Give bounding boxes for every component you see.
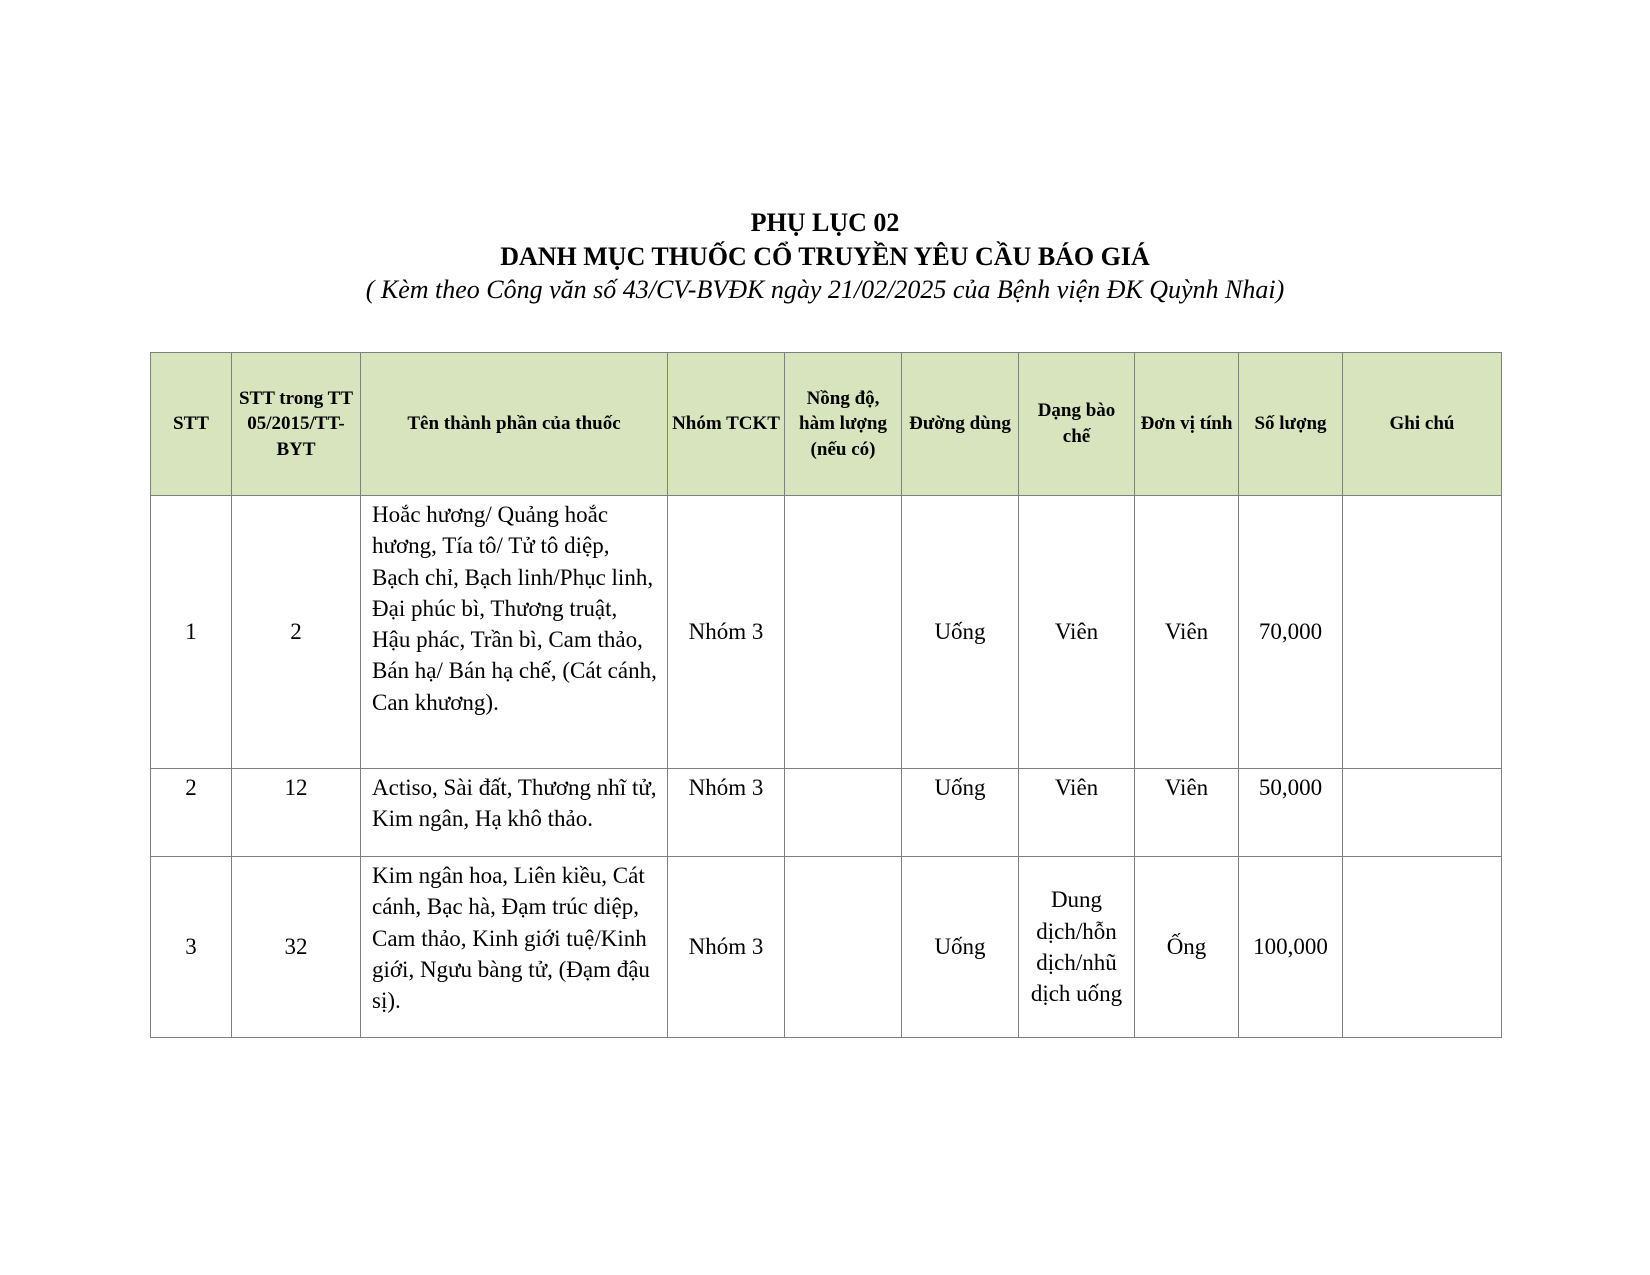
header-form: Dạng bào chế: [1019, 353, 1135, 496]
cell-form: Viên: [1019, 496, 1135, 769]
cell-form: Dung dịch/hỗn dịch/nhũ dịch uống: [1019, 857, 1135, 1038]
header-quantity: Số lượng: [1239, 353, 1343, 496]
cell-stt-tt: 12: [232, 769, 361, 857]
cell-concentration: [785, 496, 902, 769]
header-concentration: Nồng độ, hàm lượng (nếu có): [785, 353, 902, 496]
table-row: [151, 769, 1502, 857]
table-header-row: [151, 353, 1502, 496]
cell-route: Uống: [902, 857, 1019, 1038]
cell-note: [1343, 857, 1502, 1038]
annex-title: PHỤ LỤC 02: [750, 208, 900, 237]
header-group: Nhóm TCKT: [668, 353, 785, 496]
header-stt: STT: [151, 353, 232, 496]
cell-concentration: [785, 857, 902, 1038]
cell-group: Nhóm 3: [668, 857, 785, 1038]
header-route: Đường dùng: [902, 353, 1019, 496]
document-subtitle: ( Kèm theo Công văn số 43/CV-BVĐK ngày 21/02/2025 của Bệnh viện ĐK Quỳnh Nhai): [365, 275, 1285, 304]
drug-list-table: [150, 352, 1502, 1038]
header-stt-tt: STT trong TT 05/2015/TT-BYT: [232, 353, 361, 496]
cell-name: Actiso, Sài đất, Thương nhĩ tử, Kim ngân, Hạ khô thảo.: [361, 769, 668, 857]
cell-note: [1343, 769, 1502, 857]
cell-stt-tt: 32: [232, 857, 361, 1038]
document-title: DANH MỤC THUỐC CỔ TRUYỀN YÊU CẦU BÁO GIÁ: [500, 242, 1150, 271]
header-name: Tên thành phần của thuốc: [361, 353, 668, 496]
cell-name: Kim ngân hoa, Liên kiều, Cát cánh, Bạc hà, Đạm trúc diệp, Cam thảo, Kinh giới tuệ/Kinh giới, Ngưu bàng tử, (Đạm đậu sị).: [361, 857, 668, 1038]
table-row: [151, 857, 1502, 1038]
cell-note: [1343, 496, 1502, 769]
table-row: [151, 496, 1502, 769]
cell-stt: 1: [151, 496, 232, 769]
cell-unit: Ống: [1135, 857, 1239, 1038]
cell-form: Viên: [1019, 769, 1135, 857]
cell-group: Nhóm 3: [668, 496, 785, 769]
header-note: Ghi chú: [1343, 353, 1502, 496]
cell-unit: Viên: [1135, 769, 1239, 857]
cell-group: Nhóm 3: [668, 769, 785, 857]
cell-quantity: 70,000: [1239, 496, 1343, 769]
header-unit: Đơn vị tính: [1135, 353, 1239, 496]
cell-quantity: 50,000: [1239, 769, 1343, 857]
cell-stt: 2: [151, 769, 232, 857]
cell-stt: 3: [151, 857, 232, 1038]
cell-route: Uống: [902, 769, 1019, 857]
cell-name: Hoắc hương/ Quảng hoắc hương, Tía tô/ Tử tô diệp, Bạch chỉ, Bạch linh/Phục linh, Đại phúc bì, Thương truật, Hậu phác, Trần bì, Cam thảo, Bán hạ/ Bán hạ chế, (Cát cánh, Can khương).: [361, 496, 668, 769]
cell-route: Uống: [902, 496, 1019, 769]
cell-quantity: 100,000: [1239, 857, 1343, 1038]
cell-unit: Viên: [1135, 496, 1239, 769]
cell-concentration: [785, 769, 902, 857]
cell-stt-tt: 2: [232, 496, 361, 769]
